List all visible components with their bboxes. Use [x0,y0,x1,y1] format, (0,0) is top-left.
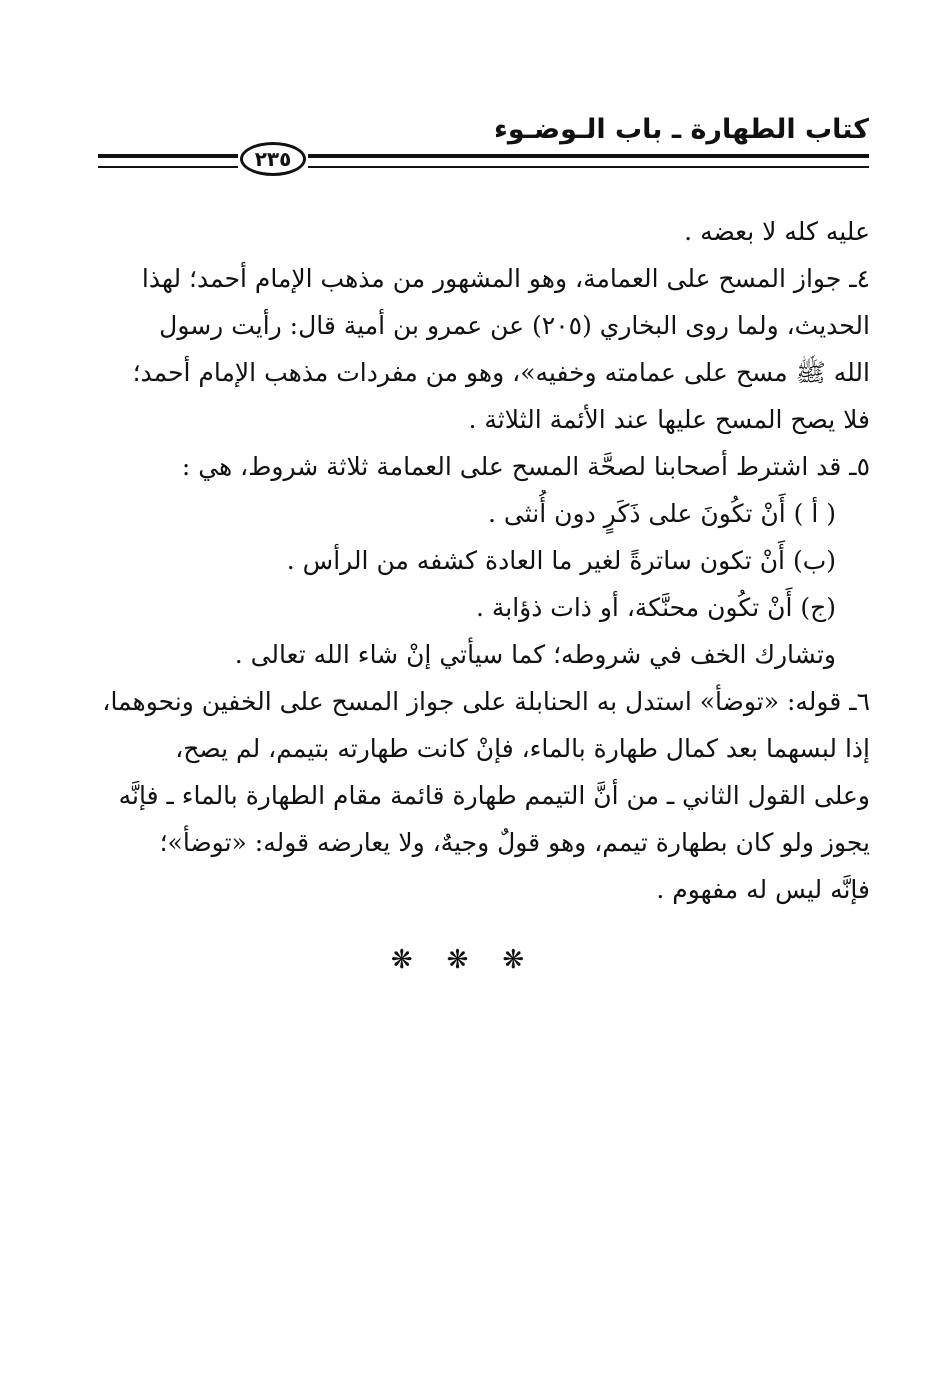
text-line: عليه كله لا بعضه . [684,217,870,246]
text-line: ٦ـ قوله: «توضأ» استدل به الحنابلة على جواز المسح على الخفين ونحوهما، [102,687,870,716]
text-line: وتشارك الخف في شروطه؛ كما سيأتي إنْ شاء الله تعالى . [234,640,836,669]
text-line: ٤ـ جواز المسح على العمامة، وهو المشهور من مذهب الإمام أحمد؛ لهذا [141,264,870,293]
text-line: الله ﷺ مسح على عمامته وخفيه»، وهو من مفردات مذهب الإمام أحمد؛ [132,358,870,387]
text-line: (ب) أَنْ تكون ساترةً لغير ما العادة كشفه من الرأس . [286,546,836,575]
page-header [98,108,869,198]
chapter-title: كتاب الطهارة ـ باب الـوضـوء [494,114,869,145]
text-line: ٥ـ قد اشترط أصحابنا لصحَّة المسح على العمامة ثلاثة شروط، هي : [181,452,870,481]
text-line: ( أ ) أَنْ تكُونَ على ذَكَرٍ دون أُنثى . [488,499,836,528]
text-line: (ج) أَنْ تكُون محنَّكة، أو ذات ذؤابة . [475,593,836,622]
text-line: فإنَّه ليس له مفهوم . [656,875,870,904]
text-line: فلا يصح المسح عليها عند الأئمة الثلاثة . [468,405,870,434]
header-rule-right [308,154,869,168]
text-line: الحديث، ولما روى البخاري (٢٠٥) عن عمرو بن أمية قال: رأيت رسول [159,311,870,340]
text-line: إذا لبسهما بعد كمال طهارة بالماء، فإنْ كانت طهارته بتيمم، لم يصح، [175,734,870,763]
header-rule-left [98,154,238,168]
main-text [92,208,870,913]
page-number: ٢٣٥ [240,142,306,176]
section-separator: ❋❋❋ [390,945,559,975]
text-line: يجوز ولو كان بطهارة تيمم، وهو قولٌ وجيهٌ، ولا يعارضه قوله: «توضأ»؛ [159,828,870,857]
text-line: وعلى القول الثاني ـ من أنَّ التيمم طهارة قائمة مقام الطهارة بالماء ـ فإنَّه [118,781,870,810]
